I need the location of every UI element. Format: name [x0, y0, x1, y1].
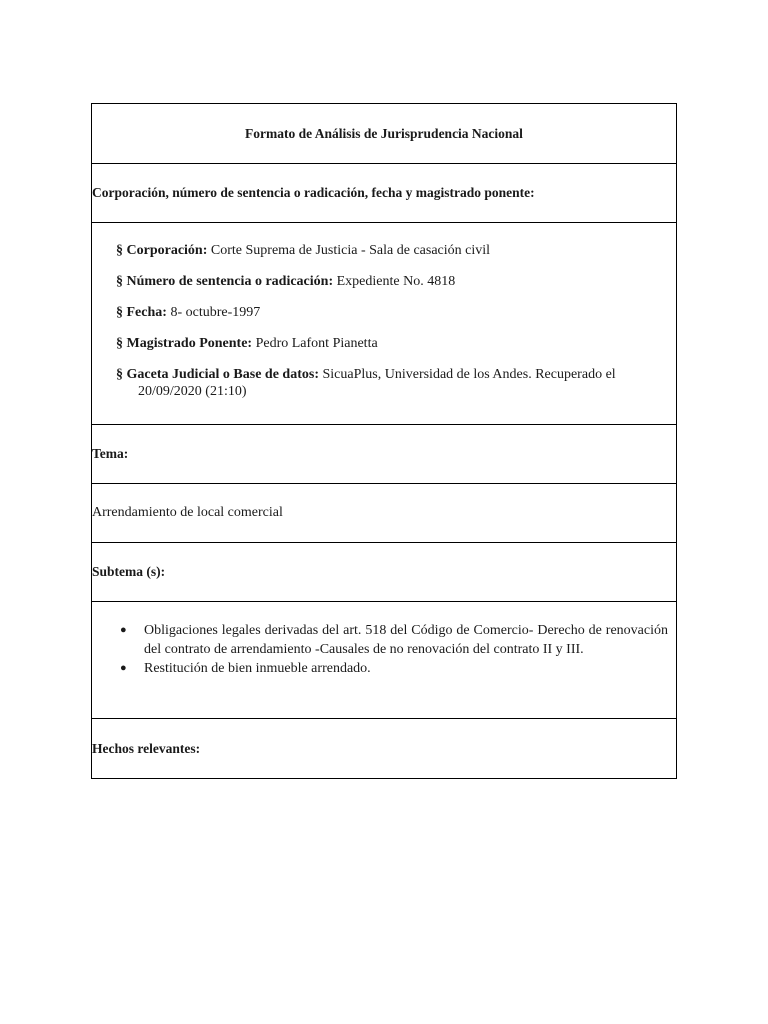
detail-value: Expediente No. 4818	[336, 274, 456, 289]
case-details	[92, 223, 676, 425]
section-sign: §	[116, 336, 123, 351]
detail-label: Número de sentencia o radicación:	[126, 274, 334, 289]
section-sign: §	[116, 305, 123, 320]
list-item-text: Obligaciones legales derivadas del art. 518 del Código de Comercio- Derecho de renovación del contrato de arrendamiento -Causales de no renovación del contrato II y III.	[144, 623, 668, 657]
detail-value: SicuaPlus, Universidad de los Andes. Recuperado el	[322, 367, 616, 382]
section-sign: §	[116, 243, 123, 258]
detail-label: Gaceta Judicial o Base de datos:	[126, 367, 319, 382]
detail-value-continued: 20/09/2020 (21:10)	[138, 384, 247, 399]
hechos-label: Hechos relevantes:	[92, 740, 201, 756]
subtema-list	[92, 602, 676, 719]
detail-magistrado	[116, 334, 668, 353]
list-item-text: Restitución de bien inmueble arrendado.	[144, 661, 371, 676]
bullet-icon: ●	[120, 662, 127, 674]
detail-label: Fecha:	[126, 305, 167, 320]
detail-fecha	[116, 303, 668, 322]
list-item	[120, 621, 668, 659]
detail-label: Corporación:	[126, 243, 208, 258]
section-corporacion-label: Corporación, número de sentencia o radicación, fecha y magistrado ponente:	[92, 164, 676, 223]
tema-label: Tema:	[92, 425, 676, 484]
detail-value: Pedro Lafont Pianetta	[255, 336, 378, 351]
detail-value: Corte Suprema de Justicia - Sala de casación civil	[210, 243, 491, 258]
list-item	[120, 659, 668, 678]
bullet-icon: ●	[120, 624, 127, 636]
detail-value: 8- octubre-1997	[170, 305, 261, 320]
tema-value: Arrendamiento de local comercial	[92, 484, 676, 543]
detail-label: Magistrado Ponente:	[126, 336, 253, 351]
section-sign: §	[116, 274, 123, 289]
detail-numero	[116, 272, 668, 291]
jurisprudence-analysis-table	[91, 103, 677, 779]
document-title: Formato de Análisis de Jurisprudencia Nacional	[92, 104, 676, 164]
section-sign: §	[116, 367, 123, 382]
subtema-label: Subtema (s):	[92, 543, 676, 602]
detail-corporacion	[116, 241, 668, 260]
detail-gaceta	[116, 365, 668, 400]
